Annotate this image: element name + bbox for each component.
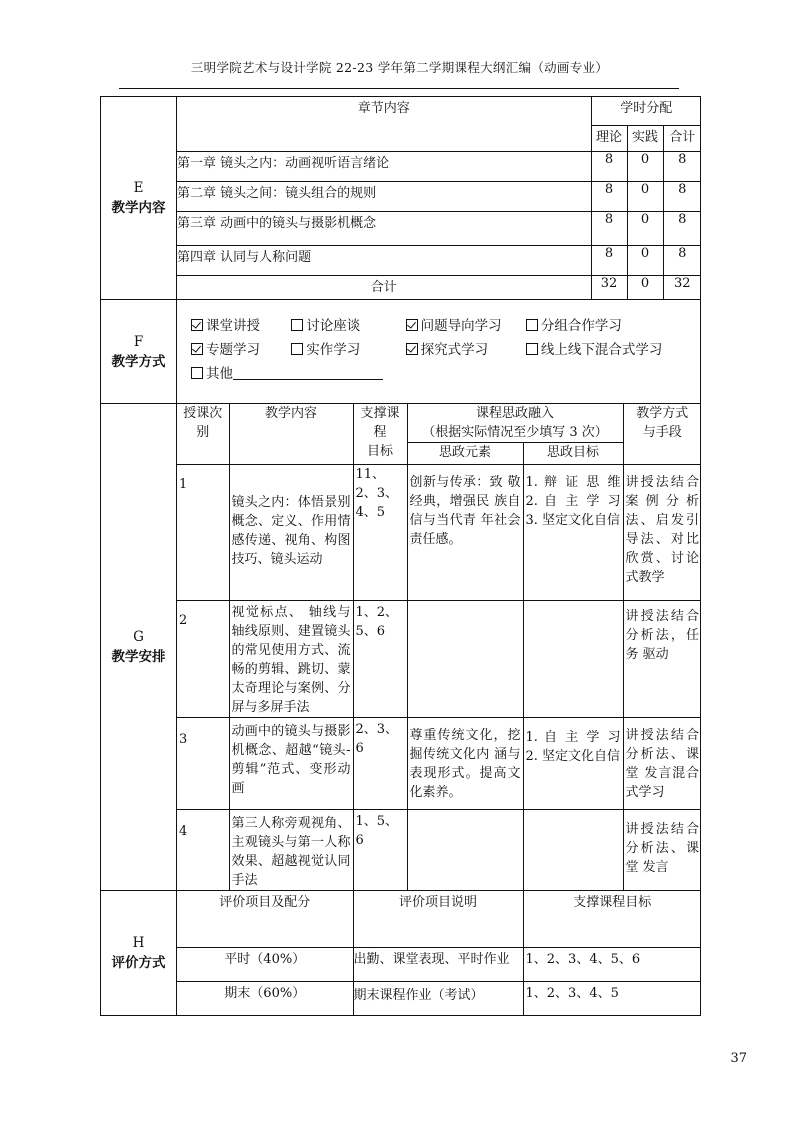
session-method: 讲授法结合分析法、课堂 发言混合式学习 (623, 718, 701, 810)
checkbox-checked-icon[interactable] (406, 343, 418, 355)
evaluation-desc: 期末课程作业（考试） (353, 981, 523, 1015)
evaluation-item: 平时（40%） (177, 947, 353, 981)
chapter-title: 第二章 镜头之间：镜头组合的规则 (177, 181, 591, 211)
col-total-header: 合计 (663, 125, 701, 151)
schedule-row (177, 810, 701, 891)
chapter-total: 8 (663, 245, 701, 275)
ideology-element: 尊重传统文化，挖掘传统文化内 涵与表现形式。提高文化素养。 (407, 718, 523, 810)
section-e-letter: E (133, 180, 144, 196)
session-goals: 1、2、5、6 (353, 601, 407, 718)
method-option[interactable]: 其他 (191, 362, 383, 386)
chapter-sum-row (177, 275, 701, 299)
evaluation-goal: 1、2、3、4、5、6 (523, 947, 701, 981)
checkbox-icon[interactable] (526, 319, 538, 331)
chapter-practice: 0 (627, 181, 663, 211)
chapter-theory: 8 (591, 245, 627, 275)
method-option[interactable]: 讨论座谈 (291, 314, 401, 338)
session-content: 镜头之内：体悟景别概念、定义、作用情感传递、视角、构图技巧、镜头运动 (229, 465, 353, 601)
section-e-content (177, 97, 701, 300)
section-f-content (177, 300, 701, 404)
chapter-practice: 0 (627, 211, 663, 245)
ideology-target: 1. 自 主 学 习 2. 坚定文化自信 (523, 718, 623, 810)
chapter-row (177, 151, 701, 181)
chapter-practice: 0 (627, 245, 663, 275)
col-desc-header: 评价项目说明 (353, 891, 523, 947)
ideology-element: 创新与传承：致 敬经典，增强民 族自信与当代青 年社会责任感。 (407, 465, 523, 601)
checkbox-icon[interactable] (526, 343, 538, 355)
ideology-target (523, 810, 623, 891)
section-f-letter: F (133, 333, 144, 350)
session-number: 2 (177, 601, 229, 718)
checkbox-checked-icon[interactable] (191, 319, 203, 331)
schedule-table (177, 404, 701, 890)
chapter-sum-label: 合计 (177, 275, 591, 299)
ideology-element (407, 601, 523, 718)
section-h-letter: H (132, 935, 145, 951)
session-content: 第三人称旁观视角、主观镜头与第一人称效果、超越视觉认同手法 (229, 810, 353, 891)
section-h-label-cell (101, 891, 177, 1016)
col-session-header: 授课次 别 (177, 404, 229, 465)
checkbox-icon[interactable] (291, 319, 303, 331)
evaluation-goal: 1、2、3、4、5 (523, 981, 701, 1015)
col-goal-header: 支撑课 程 目标 (353, 404, 407, 465)
section-h-label: 评价方式 (111, 955, 166, 971)
session-goals: 1、5、6 (353, 810, 407, 891)
method-option[interactable]: 问题导向学习 (406, 314, 522, 338)
chapter-title: 第一章 镜头之内：动画视听语言绪论 (177, 151, 591, 181)
method-options (177, 300, 700, 386)
session-goals: 11、2、3、4、5 (353, 465, 407, 601)
chapter-total: 8 (663, 181, 701, 211)
col-practice-header: 实践 (627, 125, 663, 151)
section-g-content (177, 404, 701, 891)
section-h-row (101, 891, 701, 1016)
chapter-row (177, 211, 701, 245)
checkbox-checked-icon[interactable] (191, 343, 203, 355)
sum-theory: 32 (591, 275, 627, 299)
method-option[interactable]: 探究式学习 (406, 338, 522, 362)
method-option[interactable]: 课堂讲授 (191, 314, 287, 338)
evaluation-table (177, 891, 701, 1015)
syllabus-table (100, 96, 701, 1016)
method-option[interactable]: 线上线下混合式学习 (526, 338, 663, 362)
chapter-theory: 8 (591, 151, 627, 181)
chapter-theory: 8 (591, 211, 627, 245)
session-content: 动画中的镜头与摄影机概念、超越“镜头-剪辑”范式、变形动画 (229, 718, 353, 810)
method-option[interactable]: 专题学习 (191, 338, 287, 362)
checkbox-checked-icon[interactable] (406, 319, 418, 331)
ideology-element (407, 810, 523, 891)
other-blank-line[interactable] (233, 365, 383, 380)
session-goals: 2、3、6 (353, 718, 407, 810)
checkbox-icon[interactable] (291, 343, 303, 355)
evaluation-desc: 出勤、课堂表现、平时作业 (353, 947, 523, 981)
section-e-label: 教学内容 (111, 200, 166, 216)
col-theory-header: 理论 (591, 125, 627, 151)
session-method: 讲授法结合分析法、课堂 发言 (623, 810, 701, 891)
col-chapter-header: 章节内容 (177, 97, 591, 151)
section-e-row (101, 97, 701, 300)
section-f-label: 教学方式 (111, 353, 166, 370)
chapter-row (177, 181, 701, 211)
chapter-total: 8 (663, 151, 701, 181)
section-e-label-cell (101, 97, 177, 300)
schedule-row (177, 601, 701, 718)
ideology-target (523, 601, 623, 718)
section-g-row (101, 404, 701, 891)
evaluation-row (177, 947, 701, 981)
chapter-row (177, 245, 701, 275)
col-item-header: 评价项目及配分 (177, 891, 353, 947)
page-header: 三明学院艺术与设计学院 22-23 学年第二学期课程大纲汇编（动画专业） (190, 60, 609, 75)
ideology-target: 1. 辩 证 思 维 2. 自 主 学 习 3. 坚定文化自信 (523, 465, 623, 601)
session-method: 讲授法结合分析法，任务 驱动 (623, 601, 701, 718)
col-goal-header: 支撑课程目标 (523, 891, 701, 947)
method-option[interactable]: 分组合作学习 (526, 314, 622, 338)
evaluation-row (177, 981, 701, 1015)
col-ideology-header: 课程思政融入 （根据实际情况至少填写 3 次） (407, 404, 623, 443)
method-option[interactable]: 实作学习 (291, 338, 401, 362)
sum-total: 32 (663, 275, 701, 299)
page-number: 37 (730, 1051, 747, 1066)
session-number: 4 (177, 810, 229, 891)
session-method: 讲授法结合案 例 分 析法、启发引导法、对比欣赏、讨论式教学 (623, 465, 701, 601)
session-number: 1 (177, 465, 229, 601)
chapter-total: 8 (663, 211, 701, 245)
sum-practice: 0 (627, 275, 663, 299)
chapter-practice: 0 (627, 151, 663, 181)
checkbox-icon[interactable] (191, 367, 203, 379)
header-rule (119, 88, 679, 89)
section-g-label: 教学安排 (111, 649, 166, 665)
section-h-content (177, 891, 701, 1016)
chapter-table (177, 97, 701, 299)
section-g-label-cell (101, 404, 177, 891)
col-content-header: 教学内容 (229, 404, 353, 465)
schedule-row (177, 718, 701, 810)
section-f-row (101, 300, 701, 404)
col-method-header: 教学方式 与手段 (623, 404, 701, 465)
evaluation-item: 期末（60%） (177, 981, 353, 1015)
chapter-title: 第三章 动画中的镜头与摄影机概念 (177, 211, 591, 245)
section-f-label-cell (101, 300, 177, 404)
session-number: 3 (177, 718, 229, 810)
col-hours-header: 学时分配 (591, 97, 701, 125)
chapter-title: 第四章 认同与人称问题 (177, 245, 591, 275)
col-target-header: 思政目标 (523, 443, 623, 465)
section-g-letter: G (133, 629, 144, 645)
schedule-row (177, 465, 701, 601)
session-content: 视觉标点、 轴线与轴线原则、建置镜头的常见使用方式、流畅的剪辑、跳切、蒙太奇理论与案例、分屏与多屏手法 (229, 601, 353, 718)
chapter-theory: 8 (591, 181, 627, 211)
col-element-header: 思政元素 (407, 443, 523, 465)
